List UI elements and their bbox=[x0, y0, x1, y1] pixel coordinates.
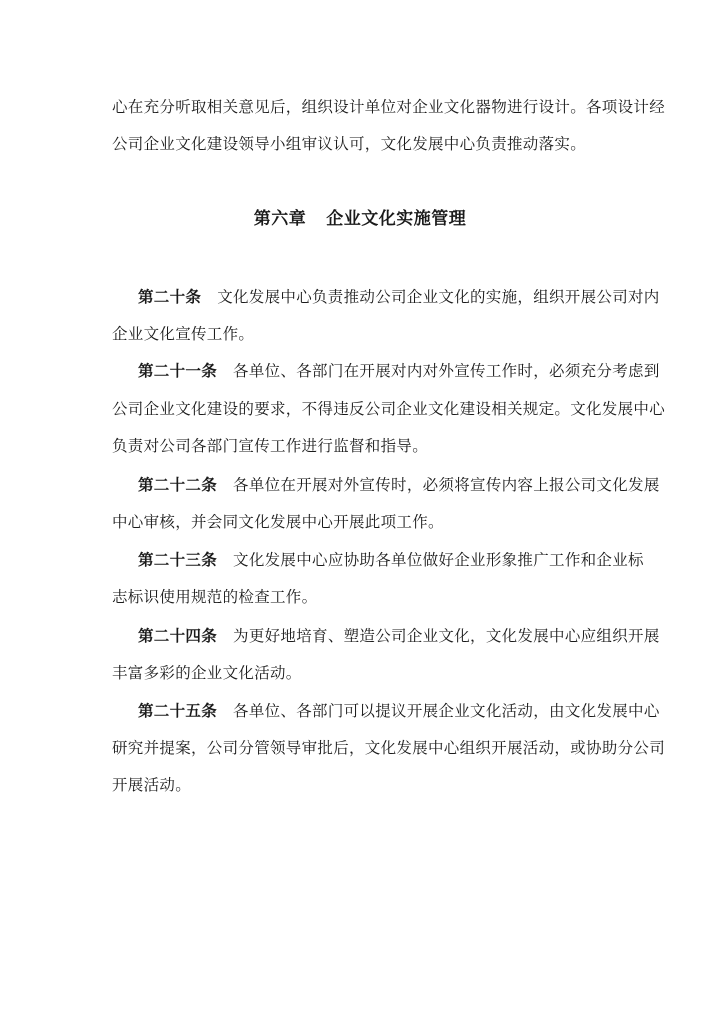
article-21-label: 第二十一条 bbox=[138, 362, 218, 380]
article-22-line-1 bbox=[138, 474, 660, 496]
article-21-line-3: 负责对公司各部门宣传工作进行监督和指导。 bbox=[112, 437, 429, 455]
article-23-label: 第二十三条 bbox=[138, 551, 218, 569]
chapter-number: 第六章 bbox=[253, 209, 307, 229]
article-25-label: 第二十五条 bbox=[138, 702, 218, 720]
article-21-line-2: 公司企业文化建设的要求，不得违反公司企业文化建设相关规定。文化发展中心 bbox=[112, 400, 666, 418]
chapter-heading bbox=[0, 207, 720, 231]
article-22-line-2: 中心审核，并会同文化发展中心开展此项工作。 bbox=[112, 513, 444, 531]
article-24-text-1: 为更好地培育、塑造公司企业文化，文化发展中心应组织开展 bbox=[233, 627, 660, 645]
article-25-line-2: 研究并提案，公司分管领导审批后，文化发展中心组织开展活动，或协助分公司 bbox=[112, 739, 666, 757]
article-20-line-1 bbox=[138, 286, 660, 308]
article-24-label: 第二十四条 bbox=[138, 627, 218, 645]
article-21-text-1: 各单位、各部门在开展对内对外宣传工作时，必须充分考虑到 bbox=[233, 362, 660, 380]
article-24-line-2: 丰富多彩的企业文化活动。 bbox=[112, 664, 302, 682]
article-20-text-1: 文化发展中心负责推动公司企业文化的实施，组织开展公司对内 bbox=[217, 288, 660, 306]
intro-line-1: 心在充分听取相关意见后，组织设计单位对企业文化器物进行设计。各项设计经 bbox=[112, 98, 666, 116]
article-23-text-1: 文化发展中心应协助各单位做好企业形象推广工作和企业标 bbox=[233, 551, 644, 569]
article-25-line-1 bbox=[138, 700, 660, 722]
article-23-line-1 bbox=[138, 549, 644, 571]
article-21-line-1 bbox=[138, 360, 660, 382]
article-22-text-1: 各单位在开展对外宣传时，必须将宣传内容上报公司文化发展 bbox=[233, 476, 660, 494]
article-24-line-1 bbox=[138, 625, 660, 647]
article-25-text-1: 各单位、各部门可以提议开展企业文化活动，由文化发展中心 bbox=[233, 702, 660, 720]
article-20-line-2: 企业文化宣传工作。 bbox=[112, 325, 255, 343]
article-20-label: 第二十条 bbox=[138, 288, 202, 306]
chapter-title: 企业文化实施管理 bbox=[326, 209, 467, 229]
article-22-label: 第二十二条 bbox=[138, 476, 218, 494]
article-25-line-3: 开展活动。 bbox=[112, 776, 192, 794]
intro-line-2: 公司企业文化建设领导小组审议认可，文化发展中心负责推动落实。 bbox=[112, 135, 587, 153]
article-23-line-2: 志标识使用规范的检查工作。 bbox=[112, 588, 318, 606]
